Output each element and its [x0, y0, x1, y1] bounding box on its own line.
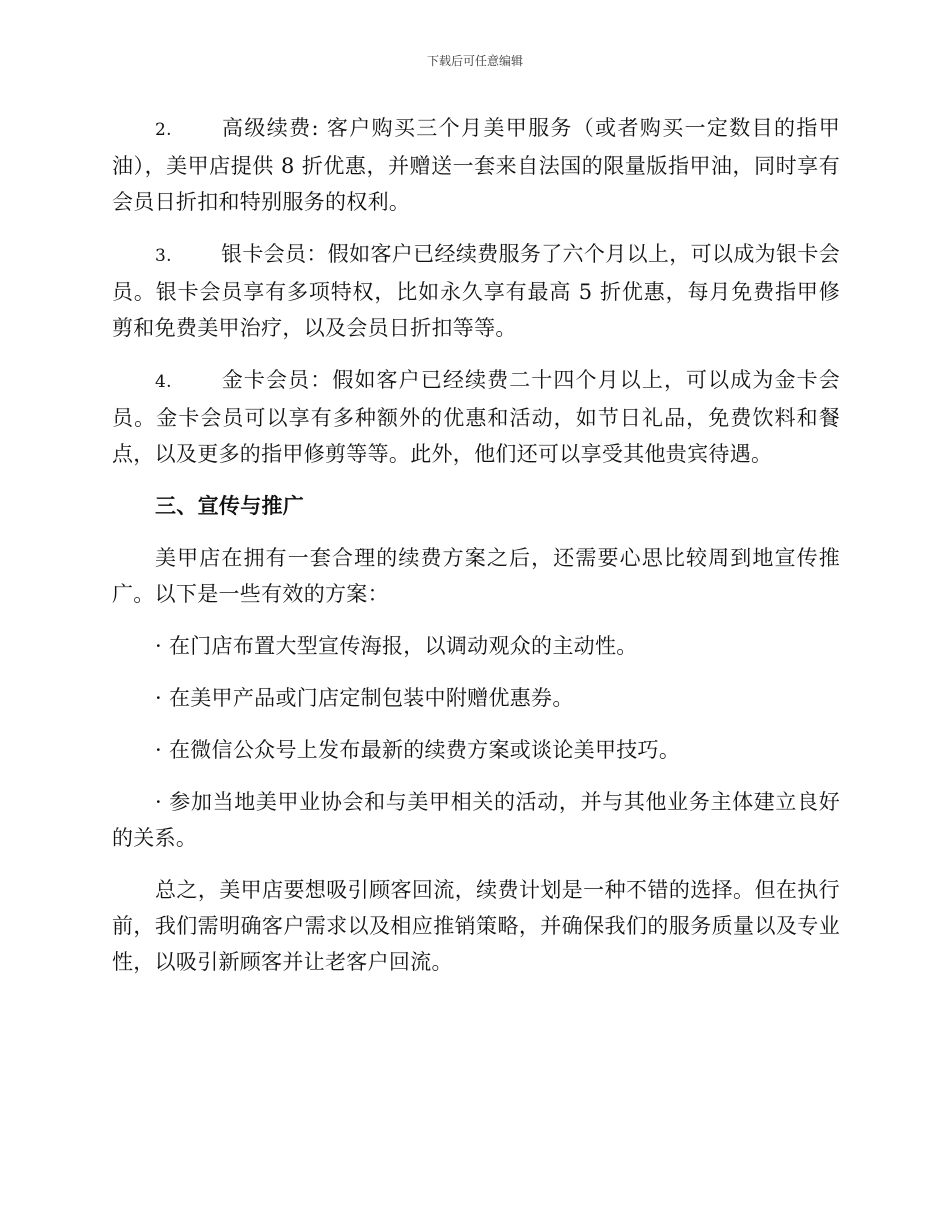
section-heading: 三、宣传与推广: [155, 493, 305, 518]
bullet-item: · 参加当地美甲业协会和与美甲相关的活动，并与其他业务主体建立良好的关系。: [112, 790, 840, 850]
list-item-3: [112, 236, 840, 346]
section-intro: 美甲店在拥有一套合理的续费方案之后，还需要心思比较周到地宣传推广。以下是一些有效的方案：: [112, 546, 840, 606]
page-header: 下载后可任意编辑: [426, 54, 523, 68]
conclusion-paragraph: 总之，美甲店要想吸引顾客回流，续费计划是一种不错的选择。但在执行前，我们需明确客户需求以及相应推销策略，并确保我们的服务质量以及专业性，以吸引新顾客并让老客户回流。: [112, 878, 840, 974]
list-item-2: [112, 110, 840, 220]
bullet-item: · 在微信公众号上发布最新的续费方案或谈论美甲技巧。: [155, 738, 681, 762]
bullet-item: · 在美甲产品或门店定制包装中附赠优惠券。: [155, 686, 574, 710]
list-item-4: [112, 362, 840, 472]
list-item-text: 金卡会员：假如客户已经续费二十四个月以上，可以成为金卡会员。金卡会员可以享有多种额外的优惠和活动，如节日礼品，免费饮料和餐点，以及更多的指甲修剪等等。此外，他们还可以享受其他贵宾待遇。: [112, 368, 840, 466]
list-item-number: 4.: [155, 372, 172, 392]
list-item-text: 银卡会员：假如客户已经续费服务了六个月以上，可以成为银卡会员。银卡会员享有多项特权，比如永久享有最高 5 折优惠，每月免费指甲修剪和免费美甲治疗，以及会员日折扣等等。: [112, 242, 840, 340]
list-item-text: 高级续费: 客户购买三个月美甲服务（或者购买一定数目的指甲油），美甲店提供 8 折优惠，并赠送一套来自法国的限量版指甲油，同时享有会员日折扣和特别服务的权利。: [112, 116, 840, 214]
bullet-item: · 在门店布置大型宣传海报，以调动观众的主动性。: [155, 634, 638, 658]
list-item-number: 3.: [155, 246, 172, 266]
list-item-number: 2.: [155, 120, 172, 140]
document-body: [112, 110, 840, 996]
